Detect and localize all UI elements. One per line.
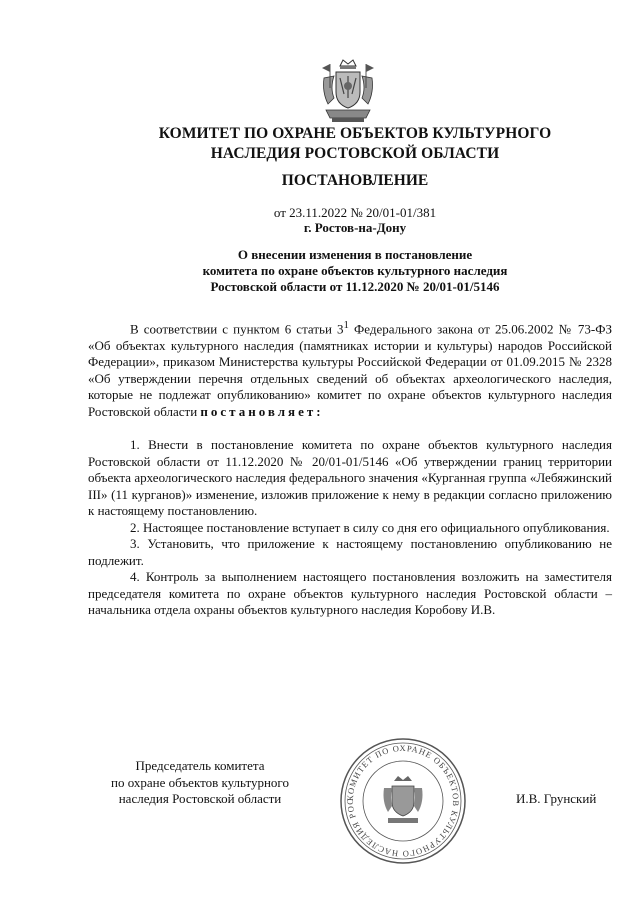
preamble-paragraph bbox=[88, 317, 612, 420]
signatory-name: И.В. Грунский bbox=[516, 791, 597, 806]
document-subject bbox=[80, 247, 630, 295]
subject-line3: Ростовской области от 11.12.2020 № 20/01-01/5146 bbox=[210, 279, 500, 294]
date-number: от 23.11.2022 № 20/01-01/381 bbox=[273, 205, 437, 220]
signatory-title-line1: Председатель комитета bbox=[135, 758, 265, 773]
signatory-title-line2: по охране объектов культурного bbox=[111, 774, 289, 790]
list-item: 3. Установить, что приложение к настоящему постановлению опубликованию не подлежит. bbox=[88, 536, 612, 568]
items-list bbox=[88, 437, 612, 619]
decree-word: постановляет: bbox=[200, 403, 324, 419]
document-body bbox=[88, 317, 612, 619]
list-item: 1. Внести в постановление комитета по охране объектов культурного наследия Ростовской области от 11.12.2020 № 20/01-01/5146 «Об утверждении границ территории объекта археологического наследия федерального значения «Курганная группа «Лебяжинский III» (11 курганов)» изменение, изложив приложение к нему в редакции согласно приложению к настоящему постановлению. bbox=[88, 437, 612, 519]
subject-line1: О внесении изменения в постановление bbox=[237, 247, 473, 262]
committee-name-line1: КОМИТЕТ ПО ОХРАНЕ ОБЪЕКТОВ КУЛЬТУРНОГО bbox=[158, 125, 552, 142]
preamble-superscript: 1 bbox=[343, 319, 349, 331]
preamble-part2: Федерального закона от 25.06.2002 № 73-ФЗ «Об объектах культурного наследия (памятниках истории и культуры) народов Российской Федерации», приказом Министерства культуры Российской Федерации от 01.09.2015 № 2328 «Об утверждении перечня отдельных сведений об объектах археологического наследия, которые не подлежат опубликованию» комитет по охране объектов культурного наследия Ростовской области bbox=[88, 321, 612, 419]
list-item: 2. Настоящее постановление вступает в силу со дня его официального опубликования. bbox=[130, 519, 610, 535]
committee-name bbox=[80, 124, 630, 164]
signatory-title bbox=[80, 758, 320, 808]
seal-text: КОМИТЕТ ПО ОХРАНЕ ОБЪЕКТОВ КУЛЬТУРНОГО НАСЛЕДИЯ РОС bbox=[344, 742, 462, 860]
coat-of-arms-emblem bbox=[316, 58, 380, 124]
signatory-title-line3: наследия Ростовской области bbox=[118, 791, 282, 806]
document-type: ПОСТАНОВЛЕНИЕ bbox=[281, 172, 429, 189]
subject-line2: комитета по охране объектов культурного наследия bbox=[202, 263, 508, 278]
preamble-part1: В соответствии с пунктом 6 статьи 3 bbox=[130, 321, 344, 337]
committee-name-line2: НАСЛЕДИЯ РОСТОВСКОЙ ОБЛАСТИ bbox=[210, 145, 500, 162]
city: г. Ростов-на-Дону bbox=[303, 220, 407, 235]
list-item: 4. Контроль за выполнением настоящего постановления возложить на заместителя председателя комитета по охране объектов культурного наследия Ростовской области – начальника отдела охраны объектов культурного наследия Коробову И.В. bbox=[88, 569, 612, 618]
official-seal bbox=[338, 736, 468, 866]
date-number-block bbox=[80, 205, 630, 235]
